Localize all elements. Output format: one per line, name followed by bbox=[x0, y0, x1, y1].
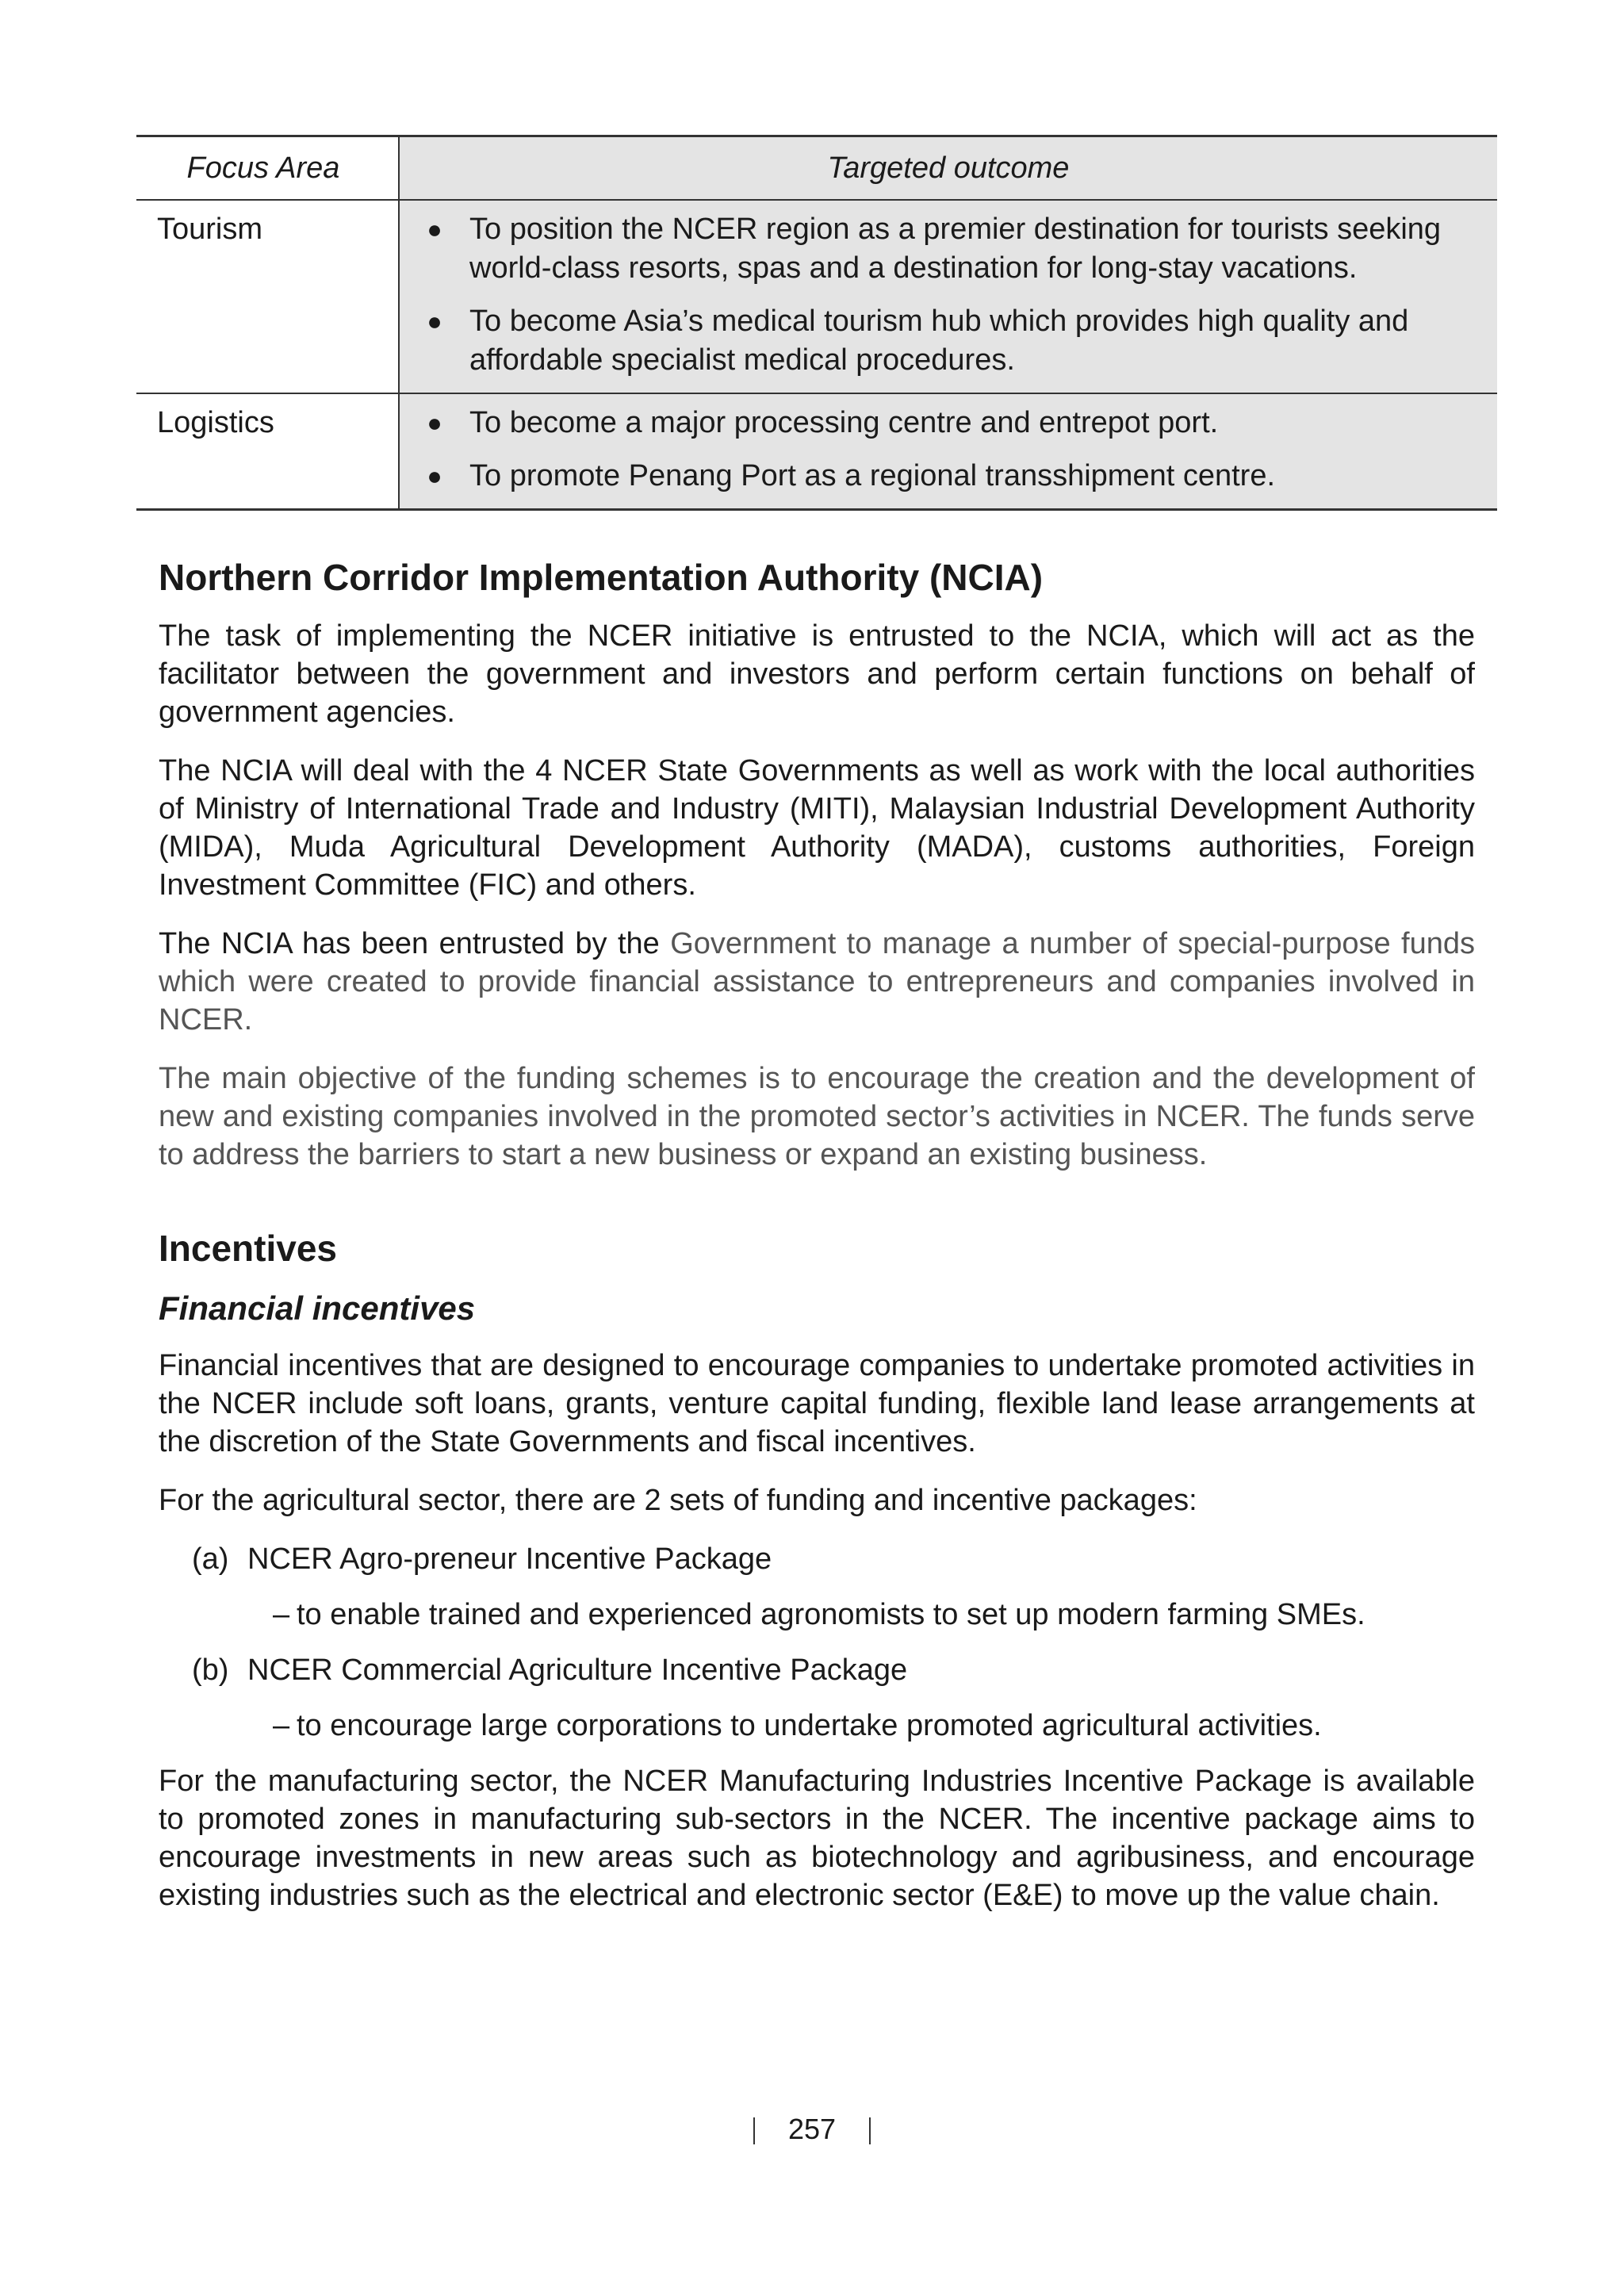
incentives-paragraph: For the manufacturing sector, the NCER Manufacturing Industries Incentive Package is available to promoted zones in manufacturing sub-sectors in the NCER. The incentive package aims to encourage investments in new areas such as biotechnology and agribusiness, and encourage existing industries such as the electrical and electronic sector (E&E) to move up the value chain. bbox=[159, 1765, 1475, 1912]
package-description: to encourage large corporations to undertake promoted agricultural activities. bbox=[297, 1709, 1322, 1742]
outcome-text: To promote Penang Port as a regional transshipment centre. bbox=[469, 459, 1276, 492]
page-footer bbox=[0, 2113, 1624, 2146]
table-row bbox=[136, 200, 1497, 393]
focus-area-table bbox=[136, 135, 1497, 511]
outcome-text: To position the NCER region as a premier destination for tourists seeking world-class resorts, spas and a destination for long-stay vacations. bbox=[469, 213, 1442, 285]
bullet-icon: ● bbox=[427, 215, 442, 243]
body-content bbox=[159, 555, 1475, 1935]
footer-divider bbox=[753, 2117, 755, 2144]
outcome-bullet bbox=[400, 210, 1465, 288]
table-header-row bbox=[136, 136, 1497, 201]
list-item bbox=[192, 1540, 1475, 1578]
ncia-heading: Northern Corridor Implementation Authority (NCIA) bbox=[159, 557, 1044, 598]
footer-divider bbox=[869, 2117, 871, 2144]
incentives-paragraph: For the agricultural sector, there are 2 sets of funding and incentive packages: bbox=[159, 1484, 1197, 1517]
ncia-paragraph: The task of implementing the NCER initiative is entrusted to the NCIA, which will act as the facilitator between the government and investors and perform certain functions on behalf of government agencies. bbox=[159, 619, 1475, 729]
bullet-icon: ● bbox=[427, 462, 442, 490]
sub-list-item bbox=[273, 1596, 1475, 1634]
package-description: to enable trained and experienced agronomists to set up modern farming SMEs. bbox=[297, 1598, 1365, 1631]
sub-list-item bbox=[273, 1707, 1475, 1745]
list-label: (a) bbox=[192, 1542, 229, 1576]
table-row bbox=[136, 393, 1497, 510]
package-name: NCER Agro-preneur Incentive Package bbox=[247, 1542, 772, 1576]
list-label: (b) bbox=[192, 1653, 229, 1687]
ncia-paragraph bbox=[159, 925, 1475, 1039]
dash-icon: – bbox=[273, 1598, 290, 1631]
targeted-outcome-cell bbox=[399, 393, 1497, 510]
targeted-outcome-cell bbox=[399, 200, 1497, 393]
incentives-paragraph: Financial incentives that are designed to encourage companies to undertake promoted activities in the NCER include soft loans, grants, venture capital funding, flexible land lease arrangements at the discretion of the State Governments and fiscal incentives. bbox=[159, 1349, 1475, 1458]
list-item bbox=[192, 1651, 1475, 1689]
package-name: NCER Commercial Agriculture Incentive Package bbox=[247, 1653, 908, 1687]
outcome-text: To become Asia’s medical tourism hub which provides high quality and affordable specialist medical procedures. bbox=[469, 305, 1409, 377]
page-number: 257 bbox=[787, 2113, 837, 2145]
targeted-outcome-header: Targeted outcome bbox=[399, 136, 1497, 201]
ncia-paragraph: The main objective of the funding schemes is to encourage the creation and the development of new and existing companies involved in the promoted sector’s activities in NCER. The funds serve to address the barriers to start a new business or expand an existing business. bbox=[159, 1062, 1475, 1171]
financial-incentives-subheading: Financial incentives bbox=[159, 1289, 476, 1327]
bullet-icon: ● bbox=[427, 408, 442, 437]
ncia-paragraph: The NCIA will deal with the 4 NCER State Governments as well as work with the local authorities of Ministry of International Trade and Industry (MITI), Malaysian Industrial Development Authority (MIDA), Muda Agricultural Development Authority (MADA), customs authorities, Foreign Investment Committee (FIC) and others. bbox=[159, 754, 1475, 902]
focus-area-cell: Logistics bbox=[136, 393, 399, 510]
outcome-bullet bbox=[400, 302, 1465, 380]
focus-area-cell: Tourism bbox=[136, 200, 399, 393]
dash-icon: – bbox=[273, 1709, 290, 1742]
outcome-bullet bbox=[400, 404, 1465, 443]
outcome-text: To become a major processing centre and entrepot port. bbox=[469, 406, 1219, 439]
ncia-paragraph-dark: The NCIA has been entrusted by the bbox=[159, 927, 660, 960]
focus-area-header: Focus Area bbox=[136, 136, 399, 201]
outcome-bullet bbox=[400, 457, 1465, 496]
ncia-paragraph-grey: Government to manage a number of special-purpose funds which were created to provide financial assistance to entrepreneurs and companies involved in NCER. bbox=[159, 927, 1475, 1037]
bullet-icon: ● bbox=[427, 307, 442, 335]
incentives-heading: Incentives bbox=[159, 1228, 337, 1269]
